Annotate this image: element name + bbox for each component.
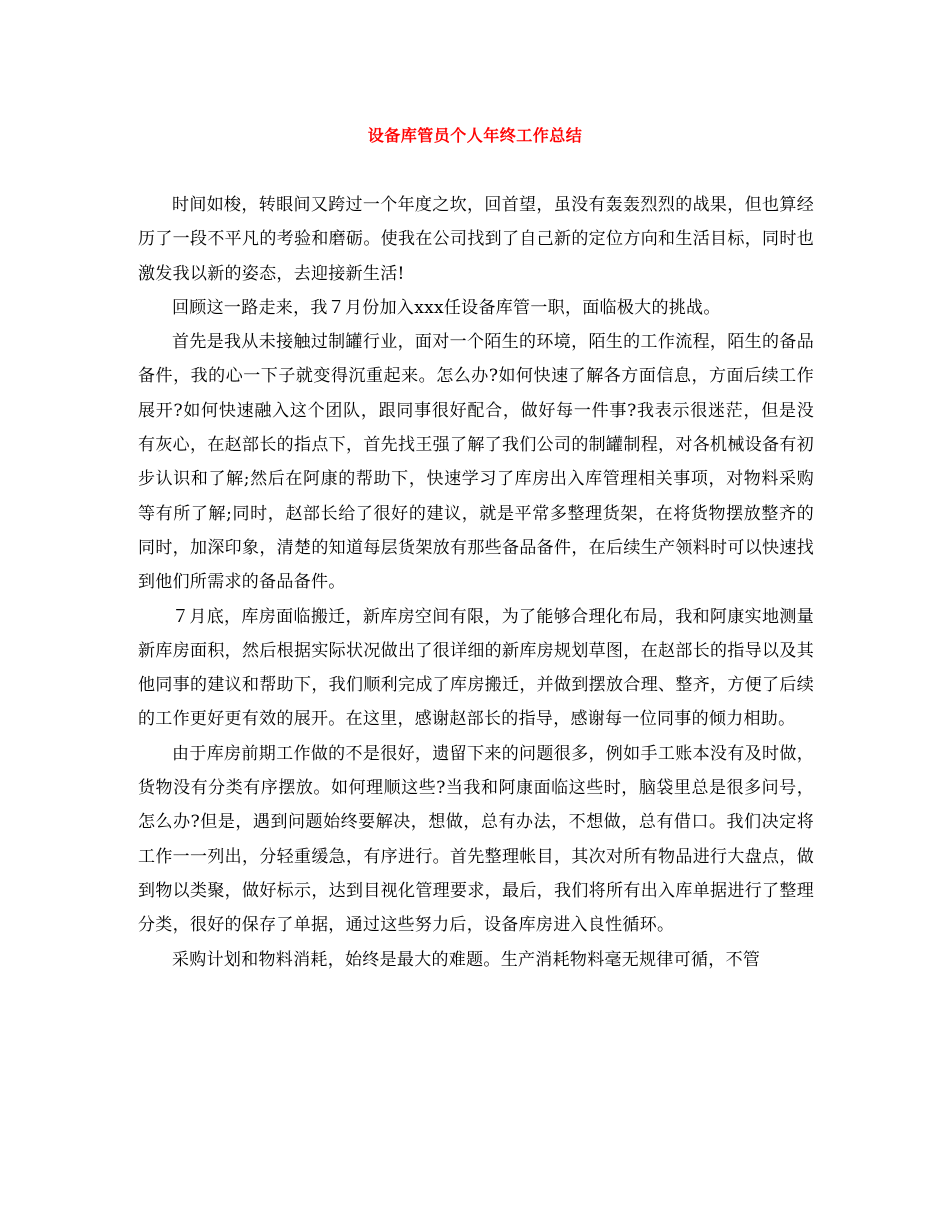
- document-body: [138, 188, 814, 977]
- paragraph-5: 由于库房前期工作做的不是很好，遗留下来的问题很多，例如手工账本没有及时做，货物没有分类有序摆放。如何理顺这些?当我和阿康面临这些时，脑袋里总是很多问号，怎么办?但是，遇到问题始终要解决，想做，总有办法，不想做，总有借口。我们决定将工作一一列出，分轻重缓急，有序进行。首先整理帐目，其次对所有物品进行大盘点，做到物以类聚，做好标示，达到目视化管理要求，最后，我们将所有出入库单据进行了整理分类，很好的保存了单据，通过这些努力后，设备库房进入良性循环。: [138, 743, 814, 936]
- paragraph-1: 时间如梭，转眼间又跨过一个年度之坎，回首望，虽没有轰轰烈烈的战果，但也算经历了一段不平凡的考验和磨砺。使我在公司找到了自己新的定位方向和生活目标，同时也激发我以新的姿态，去迎接新生活!: [138, 195, 814, 284]
- paragraph-6: 采购计划和物料消耗，始终是最大的难题。生产消耗物料毫无规律可循，不管: [172, 949, 761, 970]
- document-title: 设备库管员个人年终工作总结: [367, 126, 583, 145]
- paragraph-4: ７月底，库房面临搬迁，新库房空间有限，为了能够合理化布局，我和阿康实地测量新库房面积，然后根据实际状况做出了很详细的新库房规划草图，在赵部长的指导以及其他同事的建议和帮助下，我们顺利完成了库房搬迁，并做到摆放合理、整齐，方便了后续的工作更好更有效的展开。在这里，感谢赵部长的指导，感谢每一位同事的倾力相助。: [138, 606, 814, 730]
- paragraph-3: 首先是我从未接触过制罐行业，面对一个陌生的环境，陌生的工作流程，陌生的备品备件，我的心一下子就变得沉重起来。怎么办?如何快速了解各方面信息，方面后续工作展开?如何快速融入这个团队，跟同事很好配合，做好每一件事?我表示很迷茫，但是没有灰心，在赵部长的指点下，首先找王强了解了我们公司的制罐制程，对各机械设备有初步认识和了解;然后在阿康的帮助下，快速学习了库房出入库管理相关事项，对物料采购等有所了解;同时，赵部长给了很好的建议，就是平常多整理货架，在将货物摆放整齐的同时，加深印象，清楚的知道每层货架放有那些备品备件，在后续生产领料时可以快速找到他们所需求的备品备件。: [138, 332, 814, 593]
- paragraph-2: 回顾这一路走来，我７月份加入xxx任设备库管一职，面临极大的挑战。: [172, 297, 721, 318]
